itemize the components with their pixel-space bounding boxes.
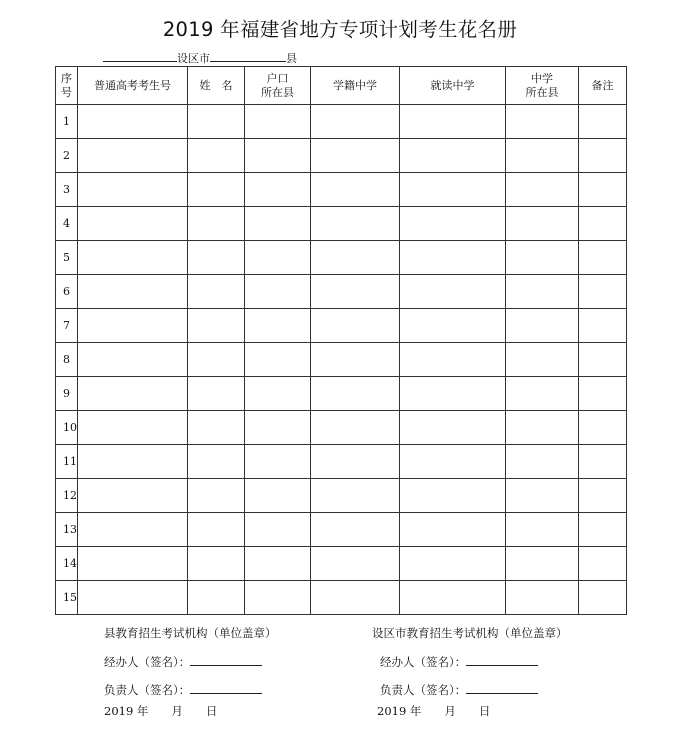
header-notes [579,67,627,105]
row-number: 1 [56,105,78,139]
header-reg_school [311,67,400,105]
cell-reg_school[interactable] [311,343,400,377]
table-row [56,581,627,615]
left-handler [104,653,262,670]
cell-notes[interactable] [579,343,627,377]
city-label: 设区市 [177,52,210,65]
cell-attend_school[interactable] [400,343,506,377]
cell-exam_no[interactable] [78,377,188,411]
row-number: 5 [56,241,78,275]
cell-hukou[interactable] [245,309,311,343]
cell-school_county[interactable] [506,105,579,139]
location-line [103,50,297,66]
cell-school_county[interactable] [506,377,579,411]
table-row [56,275,627,309]
cell-exam_no[interactable] [78,411,188,445]
header-line: 姓 名 [199,78,233,92]
header-line: 普通高考考生号 [94,78,171,92]
cell-name[interactable] [188,275,245,309]
table-row [56,479,627,513]
cell-notes[interactable] [579,139,627,173]
cell-notes[interactable] [579,411,627,445]
header-line: 中学 [531,71,553,85]
cell-exam_no[interactable] [78,241,188,275]
cell-name[interactable] [188,445,245,479]
left-handler-label: 经办人（签名）： [104,655,191,669]
cell-name[interactable] [188,139,245,173]
left-responsible-label: 负责人（签名）： [104,683,191,697]
header-line: 序 [61,71,72,85]
cell-notes[interactable] [579,581,627,615]
right-date: 2019 年 月 日 [377,704,491,718]
table-row [56,343,627,377]
right-handler [380,653,538,670]
cell-attend_school[interactable] [400,173,506,207]
header-school_county [506,67,579,105]
cell-notes[interactable] [579,207,627,241]
cell-notes[interactable] [579,275,627,309]
header-seq [56,67,78,105]
cell-school_county[interactable] [506,513,579,547]
cell-reg_school[interactable] [311,105,400,139]
roster-table [55,66,627,615]
cell-notes[interactable] [579,479,627,513]
cell-school_county[interactable] [506,207,579,241]
cell-name[interactable] [188,411,245,445]
cell-reg_school[interactable] [311,139,400,173]
cell-name[interactable] [188,377,245,411]
cell-school_county[interactable] [506,547,579,581]
header-line: 学籍中学 [333,78,377,92]
cell-name[interactable] [188,309,245,343]
cell-reg_school[interactable] [311,411,400,445]
cell-name[interactable] [188,513,245,547]
row-number: 13 [56,513,78,547]
cell-hukou[interactable] [245,479,311,513]
row-number: 7 [56,309,78,343]
cell-hukou[interactable] [245,241,311,275]
cell-school_county[interactable] [506,241,579,275]
cell-hukou[interactable] [245,513,311,547]
row-number: 6 [56,275,78,309]
cell-attend_school[interactable] [400,581,506,615]
cell-attend_school[interactable] [400,513,506,547]
cell-name[interactable] [188,241,245,275]
row-number: 14 [56,547,78,581]
left-handler-blank[interactable] [190,653,262,666]
document-title: 2019 年福建省地方专项计划考生花名册 [162,18,518,41]
cell-name[interactable] [188,581,245,615]
cell-name[interactable] [188,173,245,207]
cell-exam_no[interactable] [78,173,188,207]
header-attend_school [400,67,506,105]
table-row [56,411,627,445]
header-exam_no [78,67,188,105]
cell-reg_school[interactable] [311,513,400,547]
row-number: 9 [56,377,78,411]
cell-notes[interactable] [579,513,627,547]
cell-name[interactable] [188,207,245,241]
cell-hukou[interactable] [245,445,311,479]
table-row [56,241,627,275]
cell-exam_no[interactable] [78,207,188,241]
table-body [56,105,627,615]
cell-reg_school[interactable] [311,241,400,275]
table-row [56,377,627,411]
cell-hukou[interactable] [245,275,311,309]
cell-attend_school[interactable] [400,479,506,513]
cell-notes[interactable] [579,547,627,581]
cell-name[interactable] [188,479,245,513]
row-number: 12 [56,479,78,513]
cell-exam_no[interactable] [78,309,188,343]
right-responsible-blank[interactable] [466,681,538,694]
cell-school_county[interactable] [506,275,579,309]
cell-name[interactable] [188,105,245,139]
header-line: 就读中学 [430,78,475,92]
cell-school_county[interactable] [506,479,579,513]
table-row [56,105,627,139]
right-handler-label: 经办人（签名）： [380,655,467,669]
header-line: 所在县 [261,85,294,99]
row-number: 15 [56,581,78,615]
county-label: 县 [286,52,297,65]
header-name [188,67,245,105]
cell-hukou[interactable] [245,547,311,581]
cell-attend_school[interactable] [400,411,506,445]
cell-exam_no[interactable] [78,139,188,173]
row-number: 11 [56,445,78,479]
header-line: 号 [61,85,72,99]
cell-attend_school[interactable] [400,105,506,139]
cell-hukou[interactable] [245,173,311,207]
row-number: 10 [56,411,78,445]
row-number: 8 [56,343,78,377]
cell-exam_no[interactable] [78,547,188,581]
cell-reg_school[interactable] [311,207,400,241]
cell-attend_school[interactable] [400,275,506,309]
cell-school_county[interactable] [506,343,579,377]
cell-name[interactable] [188,343,245,377]
cell-notes[interactable] [579,377,627,411]
cell-exam_no[interactable] [78,445,188,479]
row-number: 3 [56,173,78,207]
row-number: 4 [56,207,78,241]
cell-attend_school[interactable] [400,139,506,173]
cell-hukou[interactable] [245,139,311,173]
cell-exam_no[interactable] [78,581,188,615]
cell-reg_school[interactable] [311,377,400,411]
cell-notes[interactable] [579,445,627,479]
cell-reg_school[interactable] [311,173,400,207]
cell-reg_school[interactable] [311,445,400,479]
cell-reg_school[interactable] [311,547,400,581]
left-date: 2019 年 月 日 [104,704,218,718]
cell-notes[interactable] [579,241,627,275]
cell-reg_school[interactable] [311,479,400,513]
county-blank[interactable] [210,50,286,62]
cell-reg_school[interactable] [311,581,400,615]
header-line: 户口 [266,71,289,85]
cell-reg_school[interactable] [311,309,400,343]
right-responsible-label: 负责人（签名）： [380,683,467,697]
cell-school_county[interactable] [506,411,579,445]
row-number: 2 [56,139,78,173]
cell-school_county[interactable] [506,309,579,343]
cell-exam_no[interactable] [78,513,188,547]
cell-school_county[interactable] [506,445,579,479]
table-header-row [56,67,627,105]
header-line: 备注 [591,78,614,92]
cell-notes[interactable] [579,105,627,139]
cell-exam_no[interactable] [78,343,188,377]
table-row [56,445,627,479]
cell-attend_school[interactable] [400,445,506,479]
right-org-label: 设区市教育招生考试机构（单位盖章） [372,626,568,640]
cell-attend_school[interactable] [400,309,506,343]
left-responsible-blank[interactable] [190,681,262,694]
cell-exam_no[interactable] [78,479,188,513]
right-handler-blank[interactable] [466,653,538,666]
cell-hukou[interactable] [245,377,311,411]
cell-attend_school[interactable] [400,207,506,241]
city-blank[interactable] [103,50,177,62]
cell-hukou[interactable] [245,343,311,377]
cell-hukou[interactable] [245,105,311,139]
cell-hukou[interactable] [245,581,311,615]
table-row [56,173,627,207]
cell-hukou[interactable] [245,411,311,445]
cell-exam_no[interactable] [78,105,188,139]
table-row [56,513,627,547]
left-org-label: 县教育招生考试机构（单位盖章） [104,626,277,640]
cell-attend_school[interactable] [400,547,506,581]
header-hukou [245,67,311,105]
cell-name[interactable] [188,547,245,581]
cell-attend_school[interactable] [400,377,506,411]
left-responsible [104,681,262,698]
right-responsible [380,681,538,698]
cell-hukou[interactable] [245,207,311,241]
table-row [56,309,627,343]
header-line: 所在县 [525,85,559,99]
cell-notes[interactable] [579,173,627,207]
cell-school_county[interactable] [506,581,579,615]
table-row [56,139,627,173]
cell-school_county[interactable] [506,139,579,173]
cell-exam_no[interactable] [78,275,188,309]
table-row [56,547,627,581]
table-row [56,207,627,241]
cell-notes[interactable] [579,309,627,343]
cell-school_county[interactable] [506,173,579,207]
cell-attend_school[interactable] [400,241,506,275]
cell-reg_school[interactable] [311,275,400,309]
